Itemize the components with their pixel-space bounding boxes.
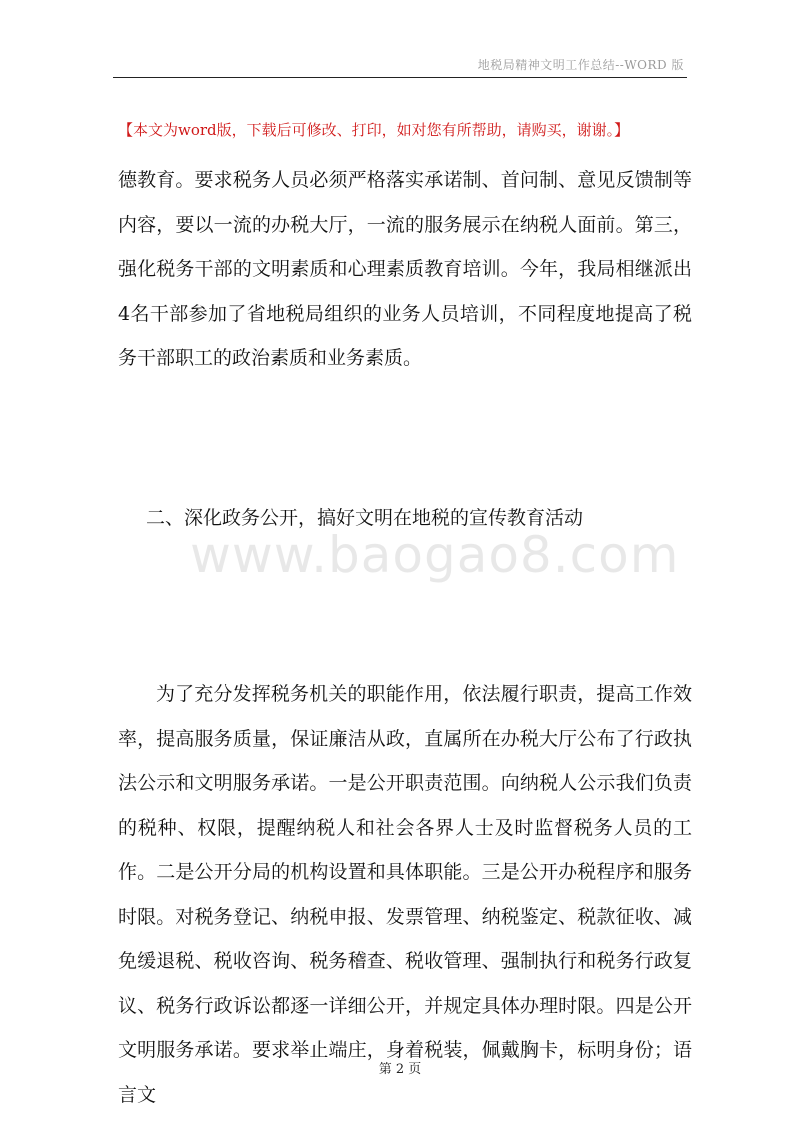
watermark: www.baogao8.com: [190, 526, 680, 584]
header-title: 地税局精神文明工作总结--WORD 版: [477, 58, 684, 72]
section-heading: 二、深化政务公开，搞好文明在地税的宣传教育活动: [146, 507, 584, 529]
body-paragraph-1: 德教育。要求税务人员必须严格落实承诺制、首问制、意见反馈制等内容，要以一流的办税大厅，一流的服务展示在纳税人面前。第三，强化税务干部的文明素质和心理素质教育培训。今年，我局相继派出4名干部参加了省地税局组织的业务人员培训，不同程度地提高了税务干部职工的政治素质和业务素质。: [118, 169, 692, 369]
purchase-notice: 【本文为word版，下载后可修改、打印，如对您有所帮助，请购买，谢谢。】: [118, 121, 630, 139]
header-divider: [113, 77, 687, 78]
page-number: 第 2 页: [378, 1062, 422, 1077]
body-paragraph-2: 为了充分发挥税务机关的职能作用，依法履行职责，提高工作效率，提高服务质量，保证廉洁从政，直属所在办税大厅公布了行政执法公示和文明服务承诺。一是公开职责范围。向纳税人公示我们负责的税种、权限，提醒纳税人和社会各界人士及时监督税务人员的工作。二是公开分局的机构设置和具体职能。三是公开办税程序和服务时限。对税务登记、纳税申报、发票管理、纳税鉴定、税款征收、减免缓退税、税收咨询、税务稽查、税收管理、强制执行和税务行政复议、税务行政诉讼都逐一详细公开，并规定具体办理时限。四是公开文明服务承诺。要求举止端庄，身着税装，佩戴胸卡，标明身份；语言文: [118, 683, 692, 1106]
